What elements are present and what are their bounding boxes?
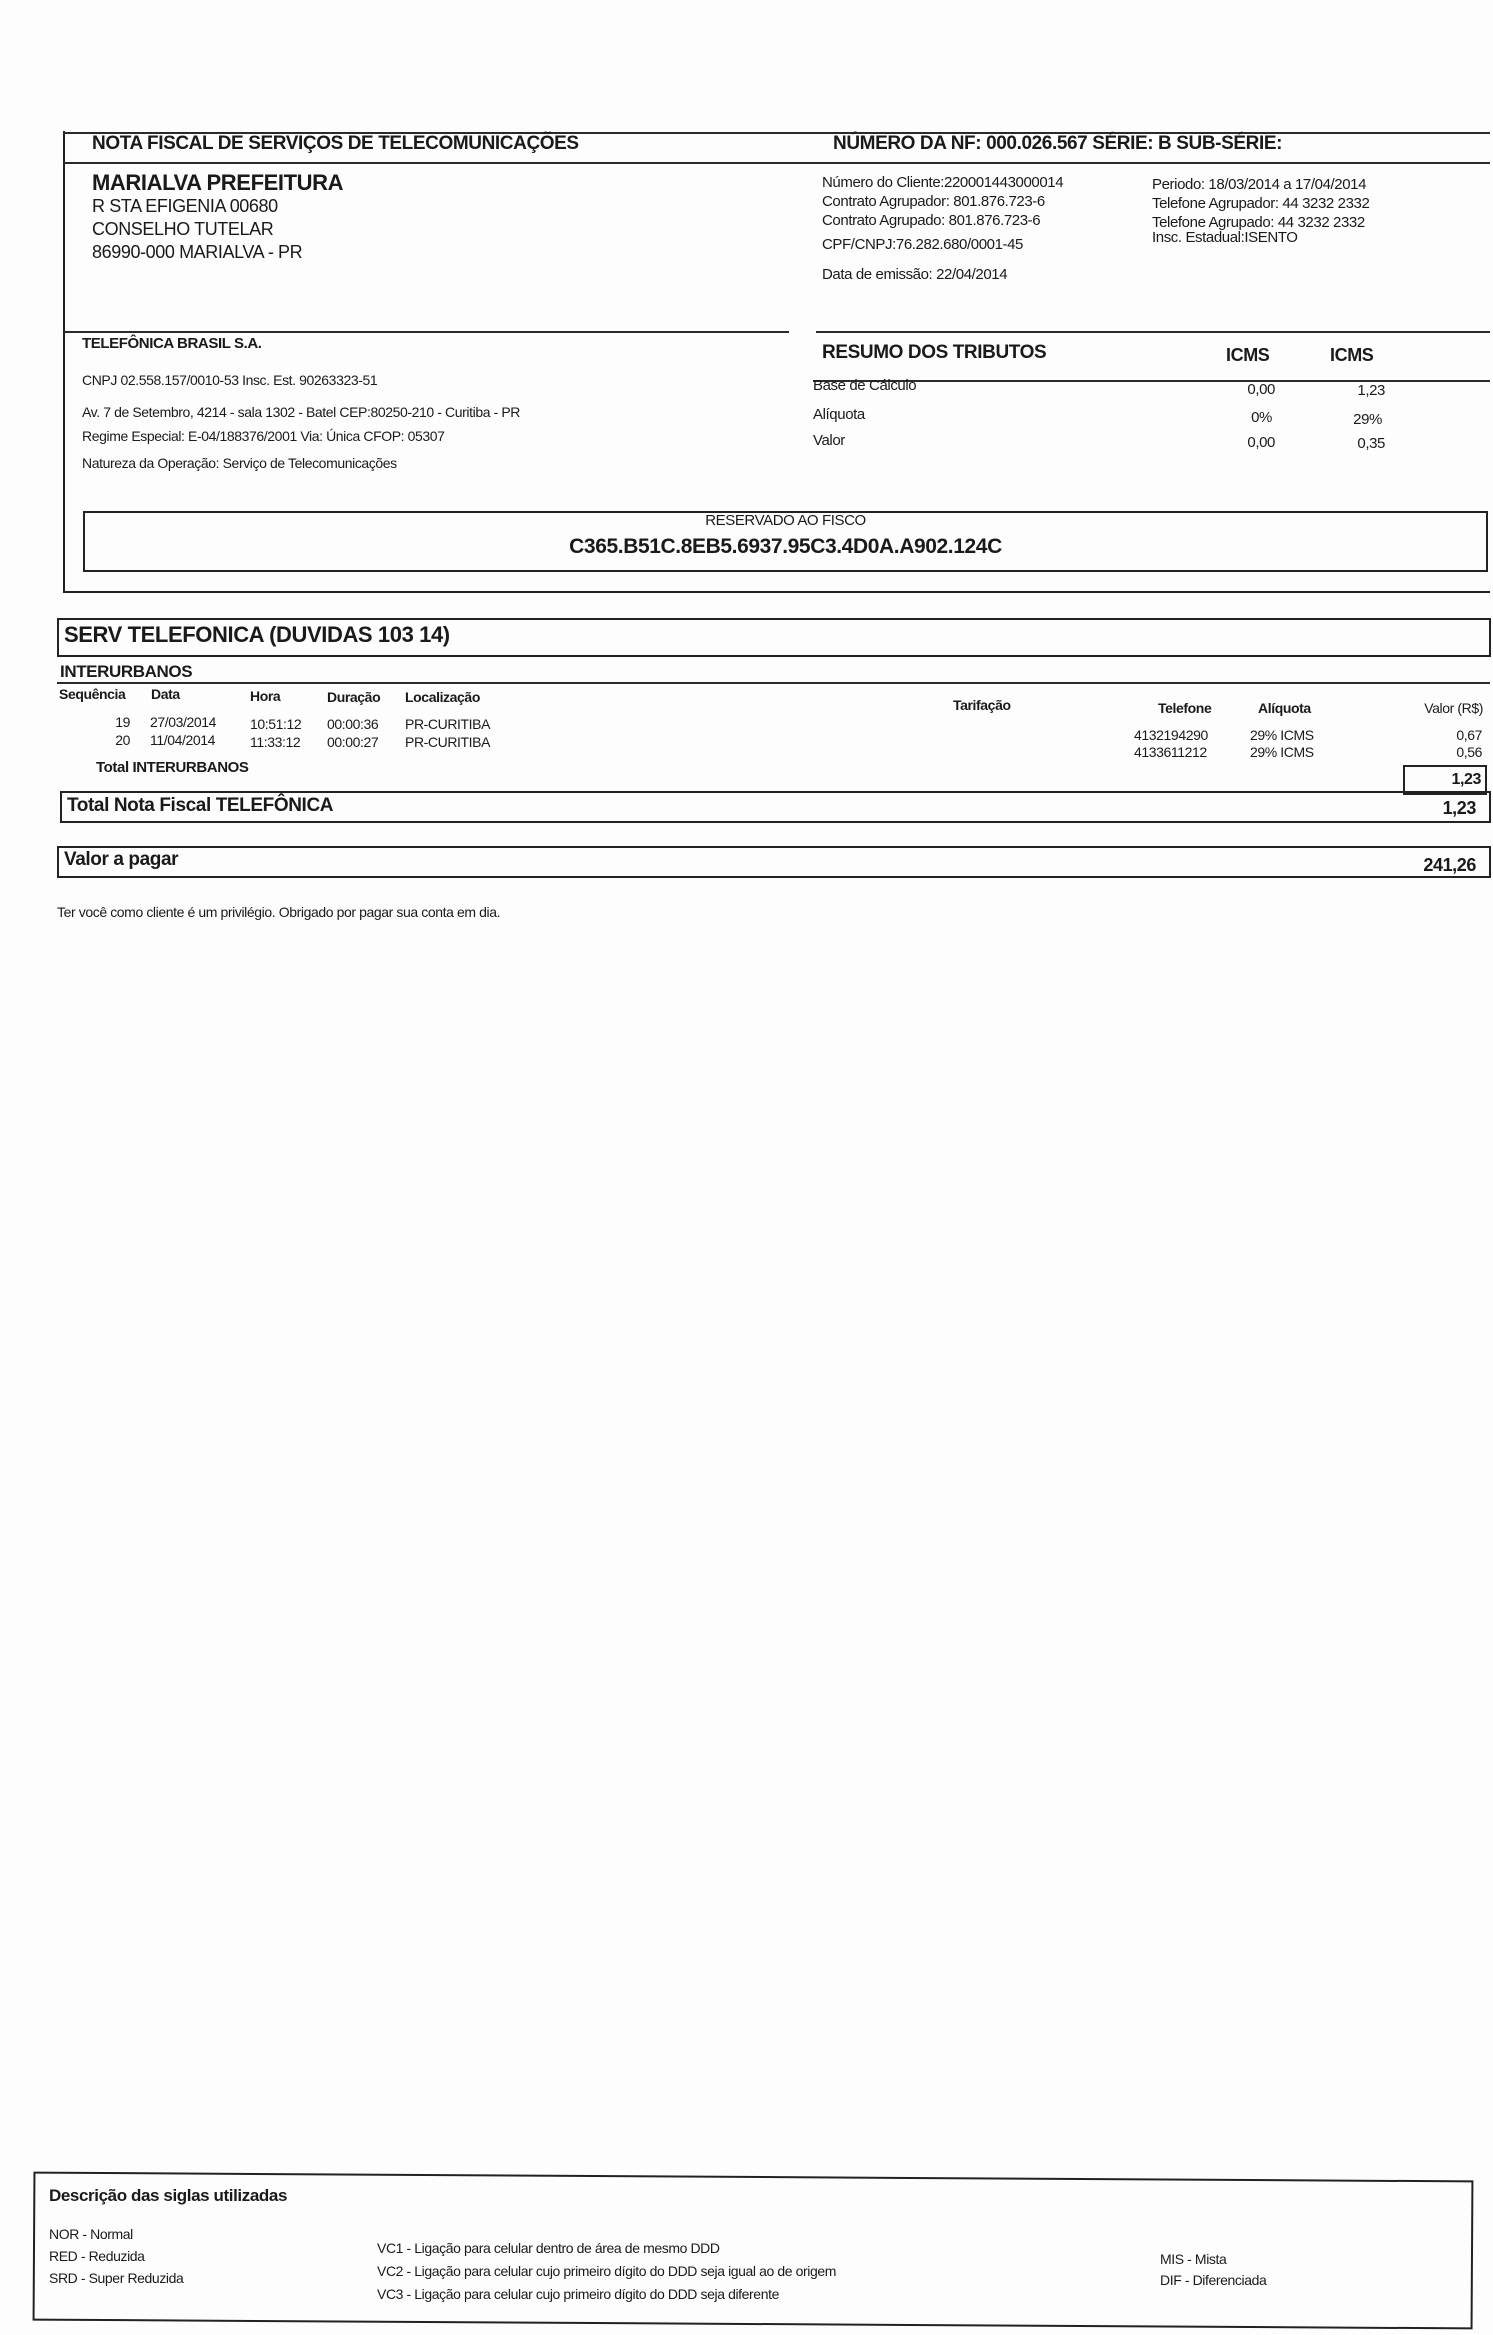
cell-phone: 4133611212 [1134,744,1207,760]
customer-address-line: 86990-000 MARIALVA - PR [92,242,303,262]
nf-number: NÚMERO DA NF: 000.026.567 SÉRIE: B SUB-SÉRIE: [833,133,1283,154]
issuer-line: CNPJ 02.558.157/0010-53 Insc. Est. 90263323-51 [82,372,378,388]
issue-date: Data de emissão: 22/04/2014 [822,266,1008,283]
period: Periodo: 18/03/2014 a 17/04/2014 [1152,176,1367,193]
cpf-cnpj: CPF/CNPJ:76.282.680/0001-45 [822,236,1023,253]
column-header-location: Localização [405,689,480,705]
service-title: SERV TELEFONICA (DUVIDAS 103 14) [64,622,450,647]
tax-row-label: Base de Cálculo [813,377,917,394]
divider [57,682,1490,684]
document-title: NOTA FISCAL DE SERVIÇOS DE TELECOMUNICAÇÕES [92,133,579,154]
column-header-duration: Duração [327,689,381,705]
cell-location: PR-CURITIBA [405,734,491,750]
customer-address-line: CONSELHO TUTELAR [92,219,274,239]
issuer-line: Natureza da Operação: Serviço de Telecomunicações [82,455,397,471]
tax-value: 29% [1353,411,1382,428]
divider [63,162,1490,164]
legend-item: DIF - Diferenciada [1160,2272,1267,2288]
cell-duration: 00:00:27 [327,734,379,750]
tax-summary-title: RESUMO DOS TRIBUTOS [822,342,1047,363]
subtotal-value: 1,23 [1451,771,1481,788]
cell-value: 0,67 [1456,727,1482,743]
nf-total-label: Total Nota Fiscal TELEFÔNICA [67,795,334,816]
cell-date: 27/03/2014 [150,714,217,730]
tax-column-header: ICMS [1330,345,1374,365]
amount-due-box [57,846,1491,878]
amount-due-value: 241,26 [1423,855,1476,875]
legend-item: SRD - Super Reduzida [49,2270,184,2286]
cell-rate: 29% ICMS [1250,727,1314,743]
legend-item: VC3 - Ligação para celular cujo primeiro dígito do DDD seja diferente [377,2286,779,2302]
thank-you-message: Ter você como cliente é um privilégio. Obrigado por pagar sua conta em dia. [57,904,501,920]
column-header-phone: Telefone [1158,700,1212,716]
fisco-label: RESERVADO AO FISCO [705,512,866,529]
customer-address-line: R STA EFIGENIA 00680 [92,196,278,216]
cell-location: PR-CURITIBA [405,716,491,732]
tax-value: 0,35 [1357,435,1385,452]
column-header-date: Data [151,686,180,702]
divider [63,331,789,333]
tax-value: 0,00 [1247,381,1275,398]
tax-row-label: Alíquota [813,406,865,423]
cell-value: 0,56 [1456,744,1482,760]
issuer-name: TELEFÔNICA BRASIL S.A. [82,335,262,352]
cell-rate: 29% ICMS [1250,744,1314,760]
cell-duration: 00:00:36 [327,716,379,732]
legend-item: NOR - Normal [49,2226,133,2242]
tax-value: 1,23 [1357,382,1385,399]
cell-time: 11:33:12 [250,734,301,750]
subtotal-label: Total INTERURBANOS [96,759,249,776]
column-header-tariff: Tarifação [953,697,1011,713]
fisco-code: C365.B51C.8EB5.6937.95C3.4D0A.A902.124C [569,535,1002,558]
cell-sequence: 20 [115,732,130,748]
client-number: Número do Cliente:220001443000014 [822,174,1064,191]
state-registration: Insc. Estadual:ISENTO [1152,229,1298,246]
tax-value: 0% [1251,409,1272,426]
cell-time: 10:51:12 [250,716,302,732]
column-header-value: Valor (R$) [1424,700,1483,716]
legend-item: VC2 - Ligação para celular cujo primeiro dígito do DDD seja igual ao de origem [377,2263,837,2279]
column-header-rate: Alíquota [1258,700,1311,716]
tax-row-label: Valor [813,432,845,449]
issuer-line: Regime Especial: E-04/188376/2001 Via: Única CFOP: 05307 [82,428,445,444]
legend-item: RED - Reduzida [49,2248,145,2264]
phone-grouped: Telefone Agrupado: 44 3232 2332 [1152,214,1365,231]
column-header-sequence: Sequência [59,686,126,702]
phone-grouper: Telefone Agrupador: 44 3232 2332 [1152,195,1370,212]
legend-item: MIS - Mista [1160,2251,1227,2267]
cell-phone: 4132194290 [1134,727,1208,743]
customer-name: MARIALVA PREFEITURA [92,170,344,195]
cell-date: 11/04/2014 [150,732,216,748]
legend-item: VC1 - Ligação para celular dentro de área de mesmo DDD [377,2240,720,2256]
nf-total-value: 1,23 [1442,798,1476,818]
issuer-line: Av. 7 de Setembro, 4214 - sala 1302 - Batel CEP:80250-210 - Curitiba - PR [82,404,520,420]
divider [816,331,1490,333]
legend-title: Descrição das siglas utilizadas [49,2186,287,2205]
tax-column-header: ICMS [1226,345,1270,365]
tax-value: 0,00 [1247,434,1275,451]
cell-sequence: 19 [115,714,130,730]
column-header-time: Hora [250,688,281,704]
section-title: INTERURBANOS [60,662,193,681]
contract-grouped: Contrato Agrupado: 801.876.723-6 [822,212,1041,229]
amount-due-label: Valor a pagar [64,849,179,870]
contract-grouper: Contrato Agrupador: 801.876.723-6 [822,193,1045,210]
